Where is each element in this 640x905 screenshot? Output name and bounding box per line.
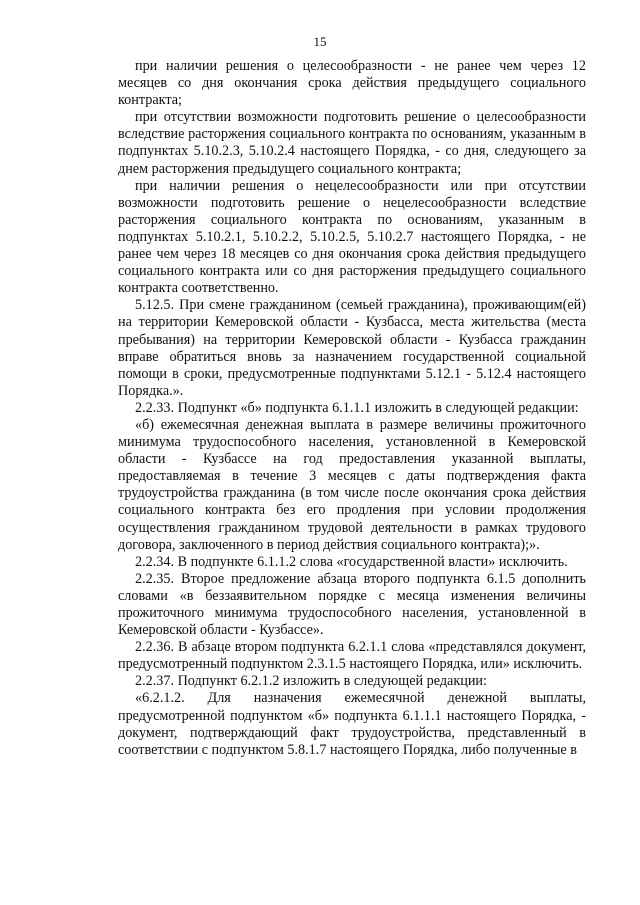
paragraph: 2.2.33. Подпункт «б» подпункта 6.1.1.1 изложить в следующей редакции:	[135, 399, 579, 416]
paragraph: 2.2.34. В подпункте 6.1.1.2 слова «государственной власти» исключить.	[135, 553, 568, 570]
paragraph: 2.2.37. Подпункт 6.2.1.2 изложить в следующей редакции:	[135, 673, 487, 690]
paragraph: при наличии решения о нецелесообразности или при отсутствии возможности подготовить решение о нецелесообразности вследствие расторжения социального контракта по основаниям, указанным в подпунктах 5.10.2.1, 5.10.2.2, 5.10.2.5, 5.10.2.7 настоящего Порядка, - не ранее чем через 18 месяцев со дня окончания срока действия предыдущего социального контракта или со дня расторжения предыдущего социального контракта соответственно.	[118, 177, 586, 297]
paragraph: 5.12.5. При смене гражданином (семьей гражданина), проживающим(ей) на территории Кемеровской области - Кузбасса, места жительства (места пребывания) на территории Кемеровской области - Кузбасса гражданин вправе обратиться вновь за назначением государственной социальной помощи в сроки, предусмотренные подпунктами 5.12.1 - 5.12.4 настоящего Порядка.».	[118, 297, 586, 399]
paragraph: при наличии решения о целесообразности - не ранее чем через 12 месяцев со дня окончания срока действия предыдущего социального контракта;	[118, 58, 586, 109]
paragraph: «б) ежемесячная денежная выплата в размере величины прожиточного минимума трудоспособного населения, установленной в Кемеровской области - Кузбассе на год предоставления указанной выплаты, предоставляемая в течение 3 месяцев с даты подтверждения факта трудоустройства гражданина (в том числе после окончания срока действия социального контракта без его продления при условии продолжения осуществления гражданином трудовой деятельности в рамках трудового договора, заключенного в период действия социального контракта);».	[118, 416, 586, 553]
paragraph: 2.2.36. В абзаце втором подпункта 6.2.1.1 слова «представлялся документ, предусмотренный подпунктом 2.3.1.5 настоящего Порядка, или» исключить.	[118, 639, 586, 673]
paragraph: 2.2.35. Второе предложение абзаца второго подпункта 6.1.5 дополнить словами «в беззаявительном порядке с месяца изменения величины прожиточного минимума трудоспособного населения, установленной в Кемеровской области - Кузбассе».	[118, 570, 586, 639]
page-number: 15	[313, 34, 327, 49]
document-body	[118, 58, 586, 759]
paragraph: «6.2.1.2. Для назначения ежемесячной денежной выплаты, предусмотренной подпунктом «б» подпункта 6.1.1.1 настоящего Порядка, - документ, подтверждающий факт трудоустройства, представленный в соответствии с подпунктом 5.8.1.7 настоящего Порядка, либо полученные в	[118, 690, 586, 758]
paragraph: при отсутствии возможности подготовить решение о целесообразности вследствие расторжения социального контракта по основаниям, указанным в подпунктах 5.10.2.3, 5.10.2.4 настоящего Порядка, - со дня, следующего за днем расторжения предыдущего социального контракта;	[118, 109, 586, 177]
